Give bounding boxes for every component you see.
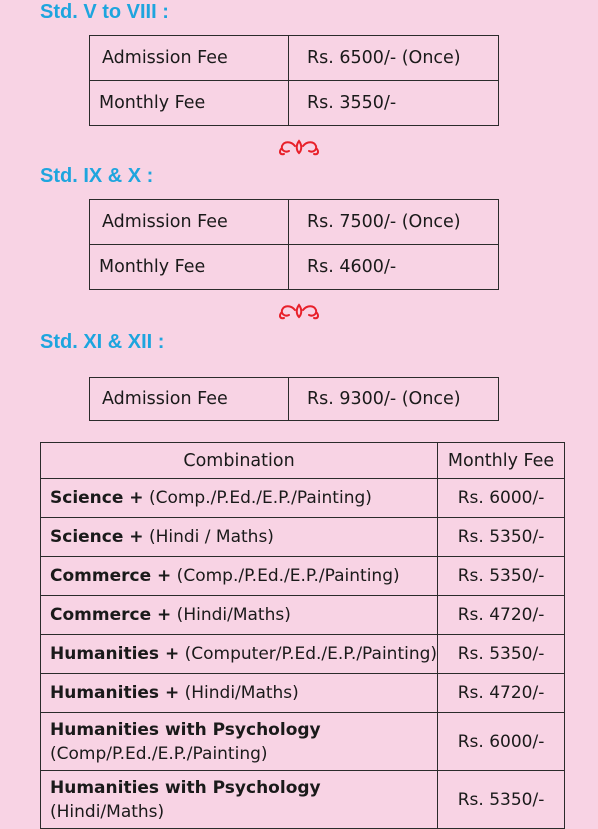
monthly-fee-cell: Rs. 5350/- — [438, 557, 565, 596]
table-row — [41, 713, 565, 771]
monthly-fee-column-header: Monthly Fee — [438, 443, 565, 479]
subject-options: (Comp./P.Ed./E.P./Painting) — [171, 566, 400, 586]
stream-name: Humanities with Psychology — [50, 719, 321, 740]
table-row — [90, 36, 499, 81]
monthly-fee-cell: Rs. 4720/- — [438, 674, 565, 713]
stream-name: Humanities with Psychology — [50, 777, 321, 798]
stream-name: Science + — [50, 527, 144, 547]
floral-divider-icon — [276, 301, 322, 321]
fee-table-std-v-viii — [89, 35, 499, 126]
monthly-fee-cell: Rs. 4720/- — [438, 596, 565, 635]
monthly-fee-cell: Rs. 5350/- — [438, 518, 565, 557]
table-row — [90, 200, 499, 245]
section-heading-std-ix-x: Std. IX & X : — [40, 165, 154, 187]
monthly-fee-label: Monthly Fee — [90, 245, 289, 290]
stream-name: Commerce + — [50, 566, 172, 586]
combination-column-header: Combination — [41, 443, 438, 479]
monthly-fee-cell: Rs. 5350/- — [438, 771, 565, 829]
table-row — [41, 596, 565, 635]
monthly-fee-value: Rs. 4600/- — [289, 245, 499, 290]
subject-options: (Computer/P.Ed./E.P./Painting) — [179, 644, 438, 664]
subject-options: (Hindi/Maths) — [179, 683, 299, 703]
table-row — [41, 674, 565, 713]
combination-cell — [41, 713, 438, 771]
fee-table-std-ix-x — [89, 199, 499, 290]
monthly-fee-cell: Rs. 6000/- — [438, 713, 565, 771]
section-heading-std-xi-xii: Std. XI & XII : — [40, 331, 165, 353]
table-row — [90, 378, 499, 421]
stream-name: Humanities + — [50, 683, 180, 703]
combination-fee-table — [40, 442, 565, 829]
admission-fee-label: Admission Fee — [90, 36, 289, 81]
table-row — [41, 518, 565, 557]
table-row — [41, 557, 565, 596]
subject-options: (Comp./P.Ed./E.P./Painting) — [143, 488, 372, 508]
combination-cell — [41, 557, 438, 596]
admission-fee-value: Rs. 9300/- (Once) — [289, 378, 499, 421]
table-row — [41, 479, 565, 518]
subject-options: (Hindi/Maths) — [171, 605, 291, 625]
stream-name: Humanities + — [50, 644, 180, 664]
admission-fee-value: Rs. 6500/- (Once) — [289, 36, 499, 81]
monthly-fee-value: Rs. 3550/- — [289, 81, 499, 126]
table-row — [41, 635, 565, 674]
monthly-fee-label: Monthly Fee — [90, 81, 289, 126]
monthly-fee-cell: Rs. 5350/- — [438, 635, 565, 674]
stream-name: Science + — [50, 488, 144, 508]
admission-fee-label: Admission Fee — [90, 200, 289, 245]
stream-name: Commerce + — [50, 605, 172, 625]
floral-divider-icon — [276, 137, 322, 157]
admission-fee-value: Rs. 7500/- (Once) — [289, 200, 499, 245]
combination-cell — [41, 674, 438, 713]
combination-cell — [41, 479, 438, 518]
combination-cell — [41, 518, 438, 557]
subject-options: (Hindi / Maths) — [143, 527, 274, 547]
subject-options: (Hindi/Maths) — [50, 801, 165, 822]
table-row — [90, 245, 499, 290]
combination-cell — [41, 635, 438, 674]
section-heading-std-v-viii: Std. V to VIII : — [40, 1, 169, 23]
table-header-row — [41, 443, 565, 479]
table-row — [90, 81, 499, 126]
combination-cell — [41, 596, 438, 635]
fee-table-std-xi-xii — [89, 377, 499, 421]
subject-options: (Comp/P.Ed./E.P./Painting) — [50, 743, 268, 764]
monthly-fee-cell: Rs. 6000/- — [438, 479, 565, 518]
admission-fee-label: Admission Fee — [90, 378, 289, 421]
